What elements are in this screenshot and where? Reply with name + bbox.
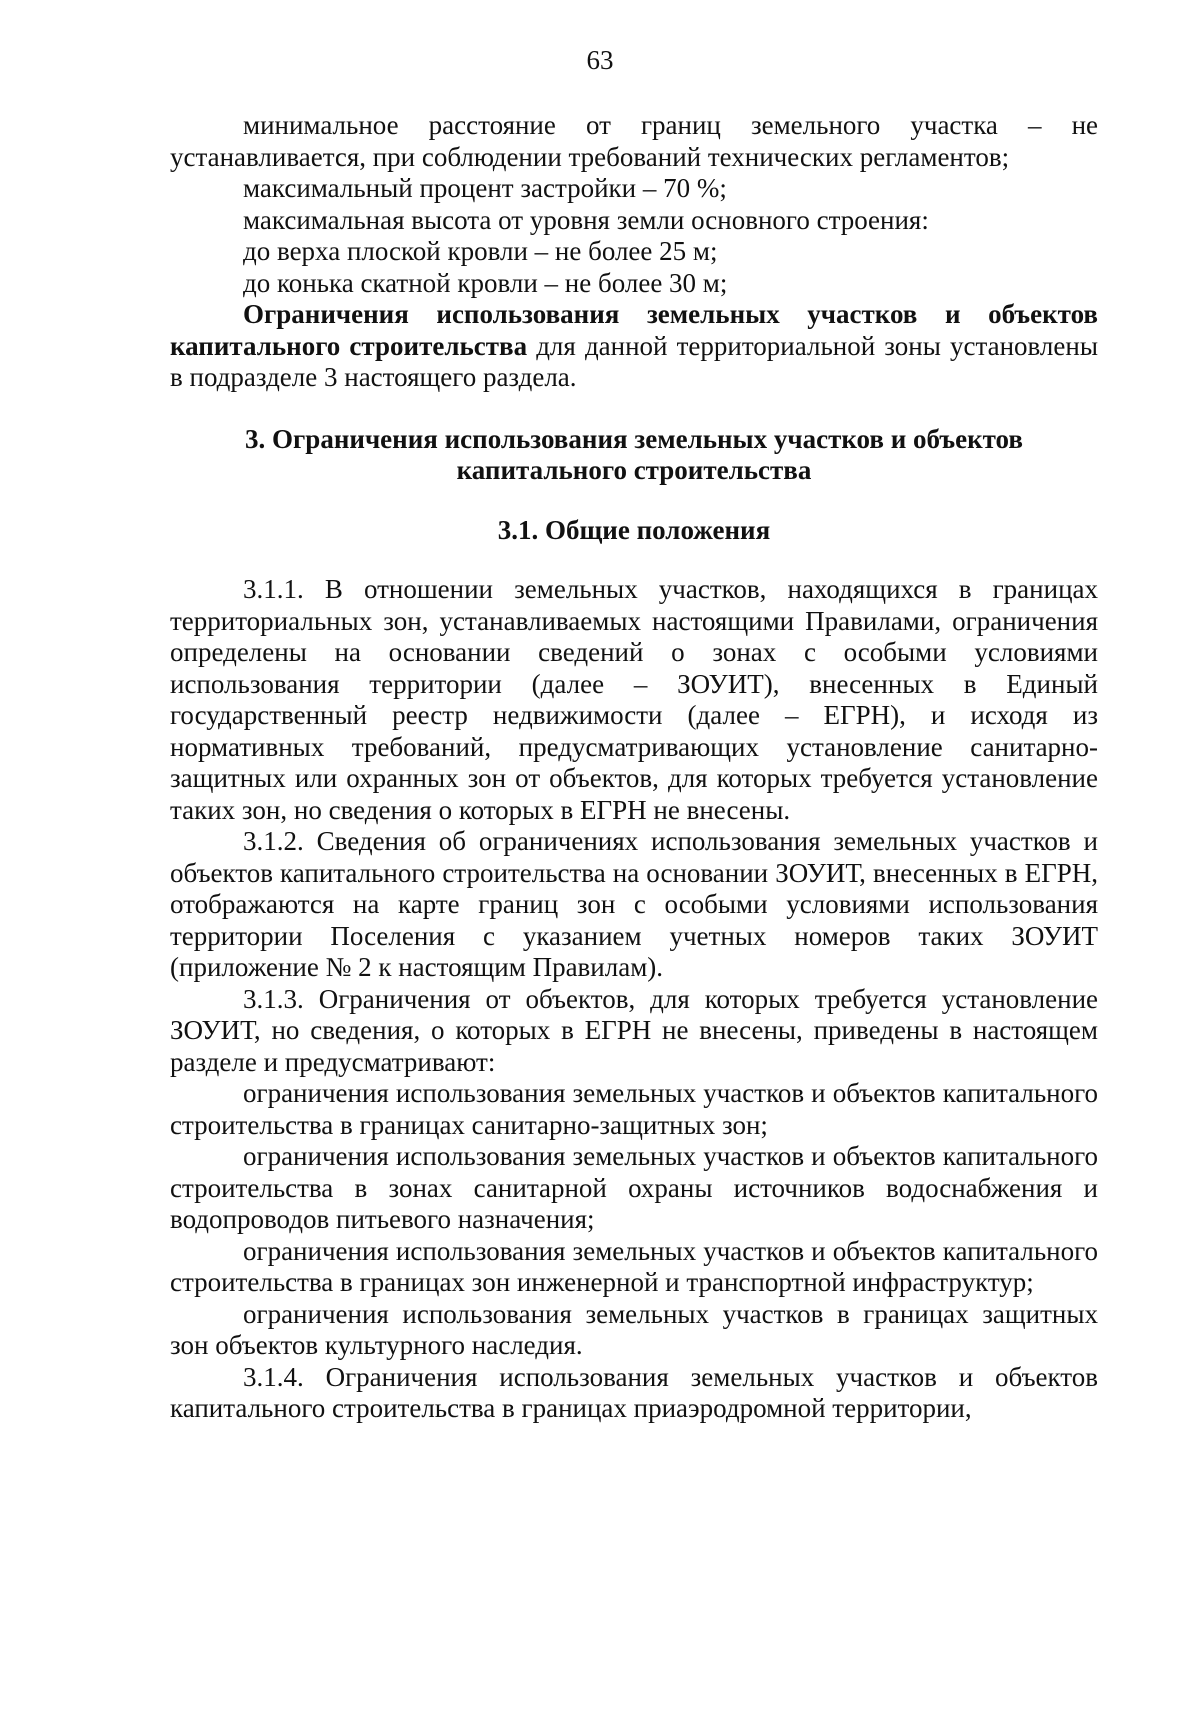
subsection-heading: 3.1. Общие положения <box>497 514 771 545</box>
list-item: ограничения использования земельных участков и объектов капитального строительства в зонах санитарной охраны источников водоснабжения и водопроводов питьевого назначения; <box>170 1141 1098 1234</box>
paragraph-flat-roof: до верха плоской кровли – не более 25 м; <box>243 236 718 266</box>
paragraph-pitched-roof: до конька скатной кровли – не более 30 м; <box>243 267 728 298</box>
page-number: 63 <box>586 45 614 75</box>
restriction-note-text: для данной территориальной зоны установлены в подразделе 3 настоящего раздела. <box>170 330 1098 392</box>
paragraph-max-height: максимальная высота от уровня земли основного строения: <box>243 204 929 235</box>
document-body <box>170 110 1098 1425</box>
section-heading <box>170 424 1098 487</box>
list-item: ограничения использования земельных участков и объектов капитального строительства в границах зон инженерной и транспортной инфраструктур; <box>170 1235 1098 1297</box>
section-heading-line2: капитального строительства <box>456 455 812 485</box>
paragraph-min-distance: минимальное расстояние от границ земельного участка – не устанавливается, при соблюдении требований технических регламентов; <box>170 110 1098 172</box>
restriction-note-bold: Ограничения использования земельных участков и объектов капитального строительства <box>170 299 1098 361</box>
section-heading-line1: 3. Ограничения использования земельных участков и объектов <box>245 423 1023 454</box>
paragraph-3-1-2: 3.1.2. Сведения об ограничениях использования земельных участков и объектов капитального строительства на основании ЗОУИТ, внесенных в ЕГРН, отображаются на карте границ зон с особыми условиями использования территории Поселения с указанием учетных номеров таких ЗОУИТ (приложение № 2 к настоящим Правилам). <box>170 826 1098 982</box>
paragraph-3-1-4: 3.1.4. Ограничения использования земельных участков и объектов капитального строительства в границах приаэродромной территории, <box>170 1361 1098 1423</box>
list-item: ограничения использования земельных участков в границах защитных зон объектов культурного наследия. <box>170 1298 1098 1360</box>
paragraph-3-1-1: 3.1.1. В отношении земельных участков, находящихся в границах территориальных зон, устанавливаемых настоящими Правилами, ограничения определены на основании сведений о зонах с особыми условиями использования территории (далее – ЗОУИТ), внесенных в Единый государственный реестр недвижимости (далее – ЕГРН), и исходя из нормативных требований, предусматривающих установление санитарно-защитных или охранных зон от объектов, для которых требуется установление таких зон, но сведения о которых в ЕГРН не внесены. <box>170 574 1098 825</box>
list-item: ограничения использования земельных участков и объектов капитального строительства в границах санитарно-защитных зон; <box>170 1078 1098 1140</box>
restriction-note <box>170 299 1098 394</box>
paragraph-max-coverage: максимальный процент застройки – 70 %; <box>243 173 727 203</box>
paragraph-3-1-3: 3.1.3. Ограничения от объектов, для которых требуется установление ЗОУИТ, но сведения, о которых в ЕГРН не внесены, приведены в настоящем разделе и предусматривают: <box>170 983 1098 1077</box>
